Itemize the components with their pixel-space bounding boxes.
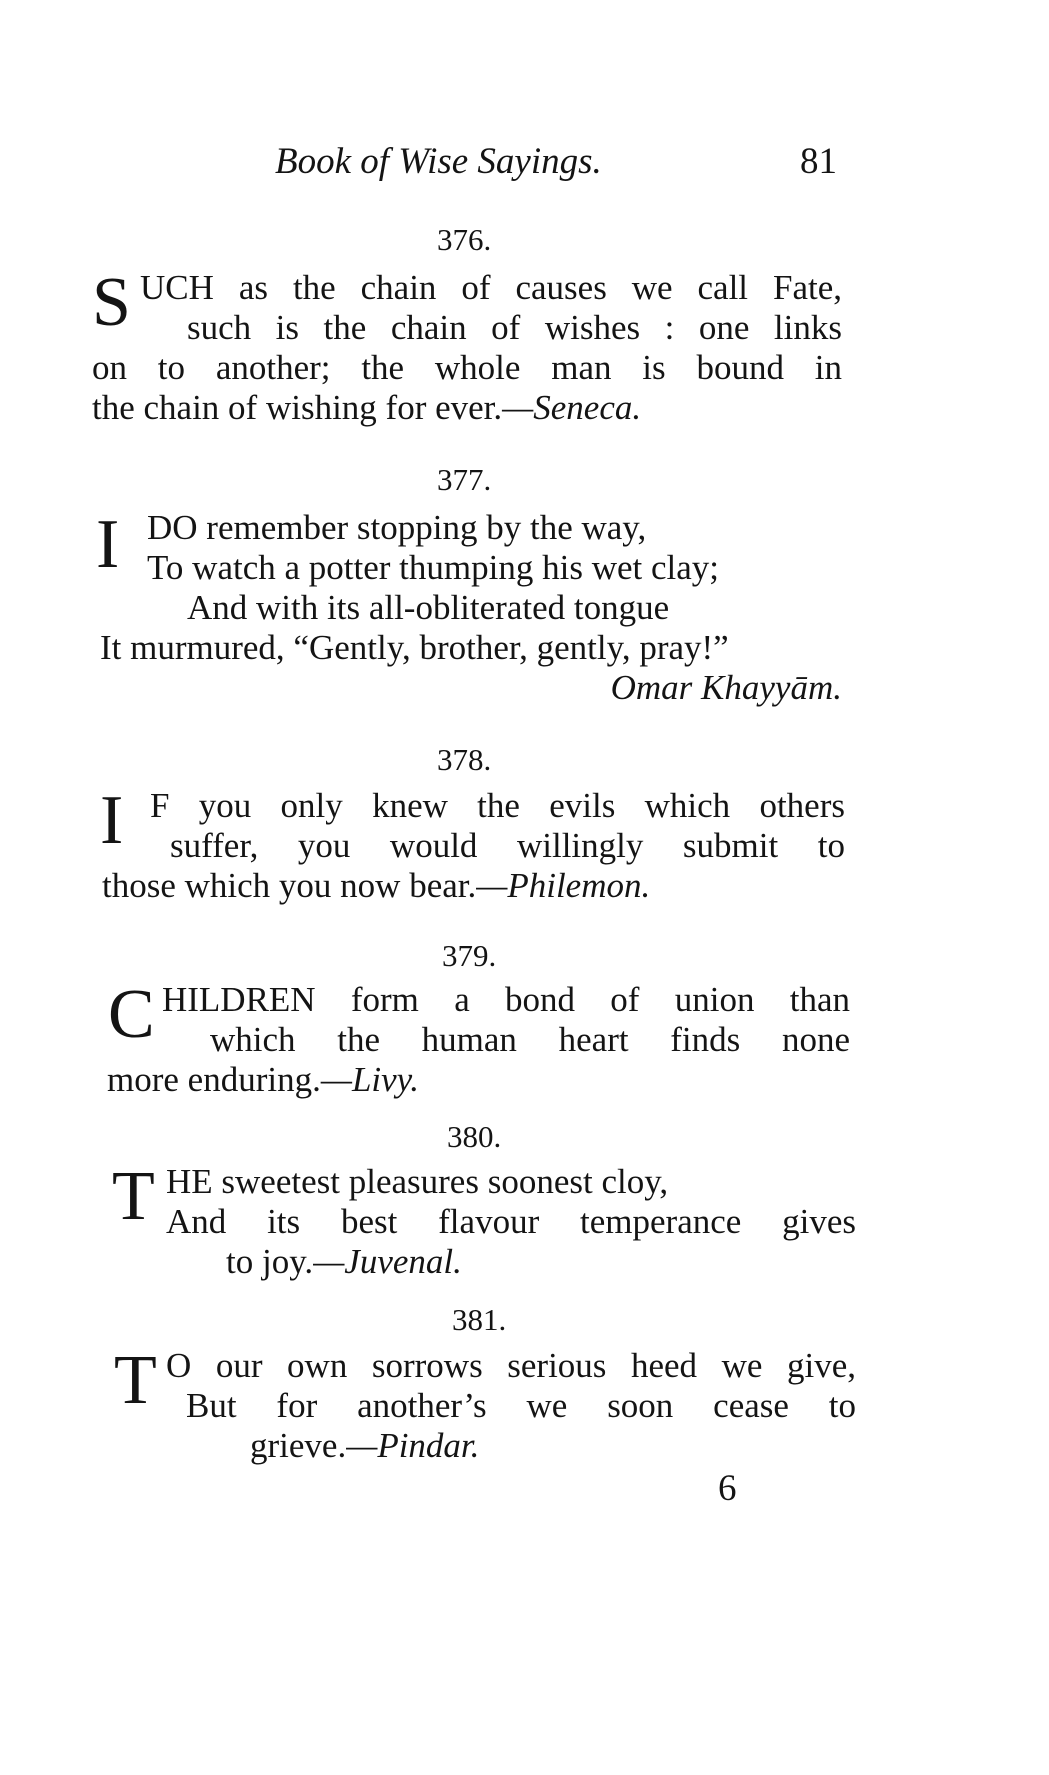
- attribution: Omar Khayyām.: [610, 668, 842, 707]
- text-line: O our own sorrows serious heed we give,: [166, 1346, 856, 1385]
- saying-number: 377.: [437, 462, 492, 497]
- saying-number: 379.: [442, 938, 497, 973]
- text-line: But for another’s we soon cease to: [186, 1386, 856, 1425]
- attribution: —Pindar.: [346, 1426, 480, 1465]
- saying-number: 381.: [452, 1302, 507, 1337]
- text-line: F you only knew the evils which others: [150, 786, 845, 825]
- text-line: [250, 1426, 479, 1466]
- line-text: those which you now bear.: [102, 866, 477, 905]
- line-text: more enduring.: [107, 1060, 321, 1099]
- text-line: which the human heart finds none: [210, 1020, 850, 1059]
- text-line: HE sweetest pleasures soonest cloy,: [166, 1162, 669, 1201]
- drop-cap: T: [114, 1342, 157, 1419]
- running-title: Book of Wise Sayings.: [275, 141, 602, 182]
- text-line: It murmured, “Gently, brother, gently, pray!”: [100, 628, 729, 667]
- text-line: [92, 388, 641, 428]
- drop-cap: S: [92, 264, 131, 341]
- saying-number: 376.: [437, 222, 492, 257]
- saying-number: 378.: [437, 742, 492, 777]
- attribution: —Seneca.: [502, 388, 642, 427]
- attribution: —Philemon.: [476, 866, 651, 905]
- text-line: [107, 1060, 419, 1100]
- page-number: 81: [800, 141, 837, 182]
- text-line: To watch a potter thumping his wet clay;: [147, 548, 719, 587]
- drop-cap: C: [108, 976, 155, 1053]
- text-line: And with its all-obliterated tongue: [187, 588, 670, 627]
- drop-cap: T: [112, 1158, 155, 1235]
- attribution: —Juvenal.: [313, 1242, 462, 1281]
- text-line: [102, 866, 650, 906]
- text-line: suffer, you would willingly submit to: [170, 826, 845, 865]
- line-text: to joy.: [226, 1242, 314, 1281]
- text-line: And its best flavour temperance gives: [166, 1202, 856, 1241]
- attribution: —Livy.: [320, 1060, 420, 1099]
- text-line: such is the chain of wishes : one links: [187, 308, 842, 347]
- saying-number: 380.: [447, 1119, 502, 1154]
- drop-cap: I: [96, 506, 120, 583]
- line-text: the chain of wishing for ever.: [92, 388, 503, 427]
- line-text: grieve.: [250, 1426, 347, 1465]
- text-line: [226, 1242, 462, 1282]
- text-line: UCH as the chain of causes we call Fate,: [140, 268, 842, 307]
- drop-cap: I: [100, 782, 124, 859]
- text-line: on to another; the whole man is bound in: [92, 348, 842, 387]
- text-line: DO remember stopping by the way,: [147, 508, 647, 547]
- signature-mark: 6: [718, 1468, 737, 1509]
- text-line: HILDREN form a bond of union than: [162, 980, 850, 1019]
